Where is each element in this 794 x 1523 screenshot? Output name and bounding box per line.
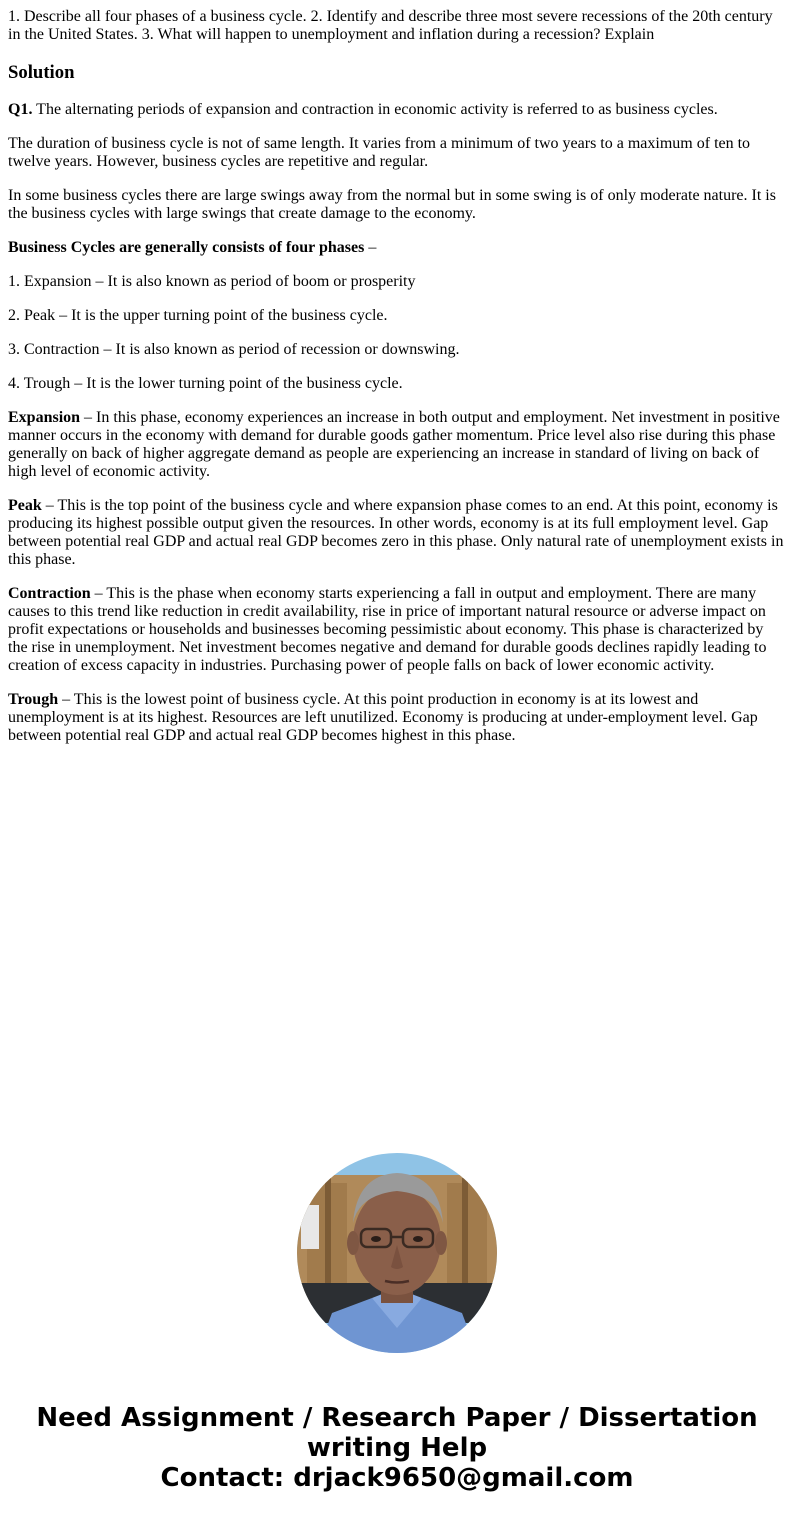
solution-heading: Solution: [8, 62, 75, 83]
phase-description: – This is the phase when economy starts experiencing a fall in output and employment. There are many causes to this trend like reduction in credit availability, rise in price of important natural resource or adverse impact on profit expectations or households and businesses becoming pessimistic about economy. This phase is characterized by the rise in unemployment. Net investment becomes negative and demand for durable goods declines rapidly leading to creation of excess capacity in industries. Purchasing power of people falls on back of lower economic activity.: [8, 585, 767, 674]
phase-list-item: 4. Trough – It is the lower turning point of the business cycle.: [8, 375, 403, 392]
person-photo-icon: [297, 1153, 497, 1353]
phases-intro: [8, 239, 786, 257]
swings-paragraph: In some business cycles there are large swings away from the normal but in some swing is of only moderate nature. It is the business cycles with large swings that create damage to the economy.: [8, 187, 776, 222]
contact-email: Contact: drjack9650@gmail.com: [160, 1463, 634, 1493]
phase-term: Trough: [8, 691, 59, 708]
banner-line-1: Need Assignment / Research Paper / Dissertation: [36, 1403, 758, 1433]
phase-detail-peak: [8, 497, 786, 569]
phase-list-item: 1. Expansion – It is also known as period of boom or prosperity: [8, 273, 416, 290]
q1-text: The alternating periods of expansion and contraction in economic activity is referred to as business cycles.: [32, 101, 718, 118]
question-text: 1. Describe all four phases of a business cycle. 2. Identify and describe three most severe recessions of the 20th century in the United States. 3. What will happen to unemployment and inflation during a recession? Explain: [8, 8, 773, 43]
phases-intro-bold: Business Cycles are generally consists of four phases: [8, 239, 365, 256]
phase-list-item: 3. Contraction – It is also known as period of recession or downswing.: [8, 341, 460, 358]
q1-label: Q1.: [8, 101, 33, 118]
contact-banner: [0, 1403, 794, 1493]
duration-paragraph: The duration of business cycle is not of same length. It varies from a minimum of two years to a maximum of ten to twelve years. However, business cycles are repetitive and regular.: [8, 135, 751, 170]
phase-detail-trough: [8, 691, 786, 745]
phase-description: – This is the lowest point of business cycle. At this point production in economy is at its lowest and unemployment is at its highest. Resources are left unutilized. Economy is producing at under-employment level. Gap between potential real GDP and actual real GDP becomes highest in this phase.: [8, 691, 758, 744]
phase-description: – In this phase, economy experiences an increase in both output and employment. Net investment in positive manner occurs in the economy with demand for durable goods gather momentum. Price level also rise during this phase generally on back of higher aggregate demand as people are experiencing an increase in standard of living on back of high level of economic activity.: [8, 409, 780, 480]
phase-term: Contraction: [8, 585, 91, 602]
phase-description: – This is the top point of the business cycle and where expansion phase comes to an end. At this point, economy is producing its highest possible output given the resources. In other words, economy is at its full employment level. Gap between potential real GDP and actual real GDP becomes zero in this phase. Only natural rate of unemployment exists in this phase.: [8, 497, 784, 568]
phases-intro-tail: –: [364, 239, 377, 256]
phase-term: Expansion: [8, 409, 81, 426]
banner-line-2: writing Help: [306, 1433, 488, 1463]
phase-list-item: 2. Peak – It is the upper turning point of the business cycle.: [8, 307, 388, 324]
q1-paragraph: [8, 101, 786, 119]
phase-term: Peak: [8, 497, 42, 514]
document-content: [0, 0, 794, 745]
phase-detail-expansion: [8, 409, 786, 481]
author-avatar: [297, 1153, 497, 1353]
phase-detail-contraction: [8, 585, 786, 675]
